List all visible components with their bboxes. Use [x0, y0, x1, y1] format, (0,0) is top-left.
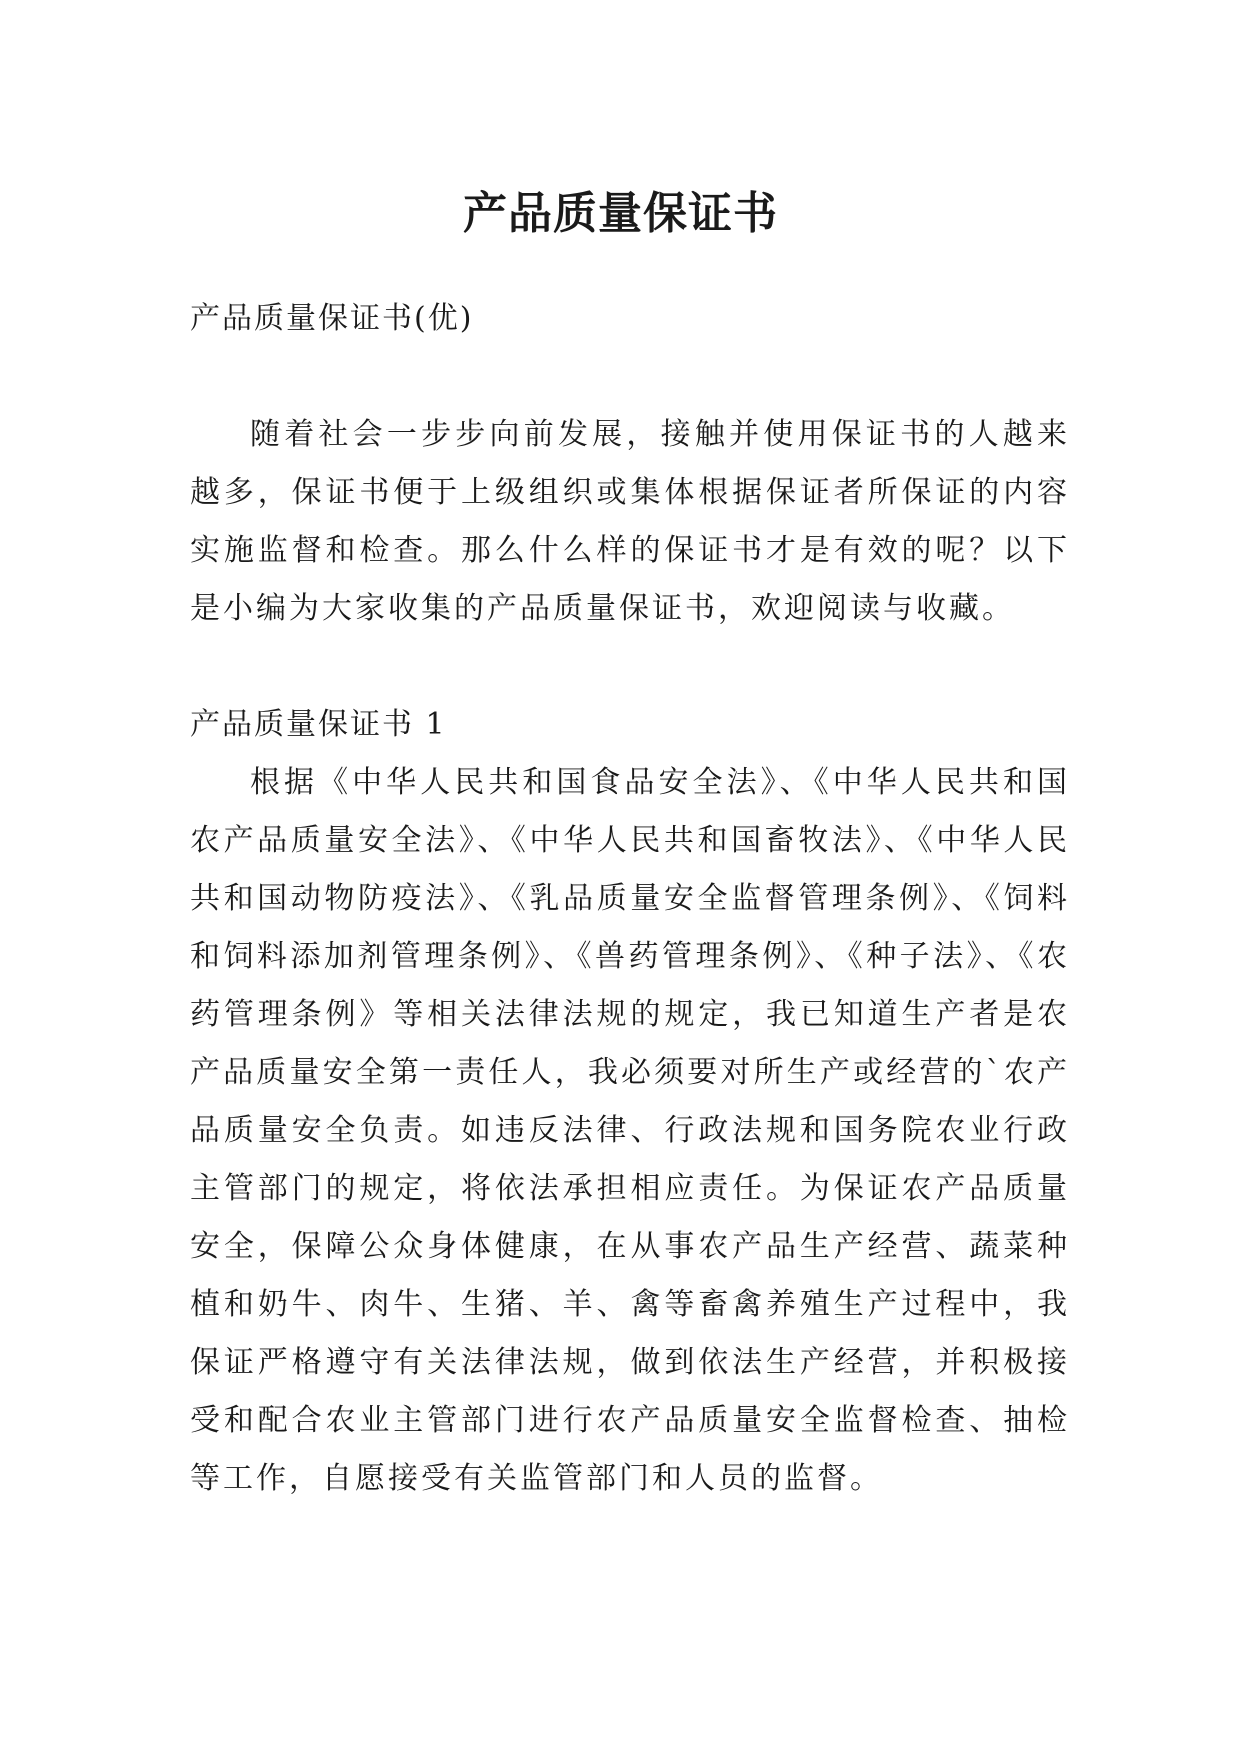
section-1-heading: 产品质量保证书 1 — [190, 707, 447, 742]
section-1-paragraph: 根据《中华人民共和国食品安全法》、《中华人民共和国农产品质量安全法》、《中华人民共和国畜牧法》、《中华人民共和国动物防疫法》、《乳品质量安全监督管理条例》、《饲料和饲料添加剂管理条例》、《兽药管理条例》、《种子法》、《农药管理条例》等相关法律法规的规定，我已知道生产者是农产品质量安全第一责任人，我必须要对所生产或经营的`农产品质量安全负责。如违反法律、行政法规和国务院农业行政主管部门的规定，将依法承担相应责任。为保证农产品质量安全，保障公众身体健康，在从事农产品生产经营、蔬菜种植和奶牛、肉牛、生猪、羊、禽等畜禽养殖生产过程中，我保证严格遵守有关法律法规，做到依法生产经营，并积极接受和配合农业主管部门进行农产品质量安全监督检查、抽检等工作，自愿接受有关监管部门和人员的监督。 — [190, 765, 1070, 1496]
intro-paragraph: 随着社会一步步向前发展，接触并使用保证书的人越来越多，保证书便于上级组织或集体根据保证者所保证的内容实施监督和检查。那么什么样的保证书才是有效的呢？以下是小编为大家收集的产品质量保证书，欢迎阅读与收藏。 — [190, 417, 1070, 626]
document-body — [190, 290, 1070, 1508]
document-title: 产品质量保证书 — [463, 188, 778, 240]
document-subtitle: 产品质量保证书(优) — [190, 301, 474, 336]
